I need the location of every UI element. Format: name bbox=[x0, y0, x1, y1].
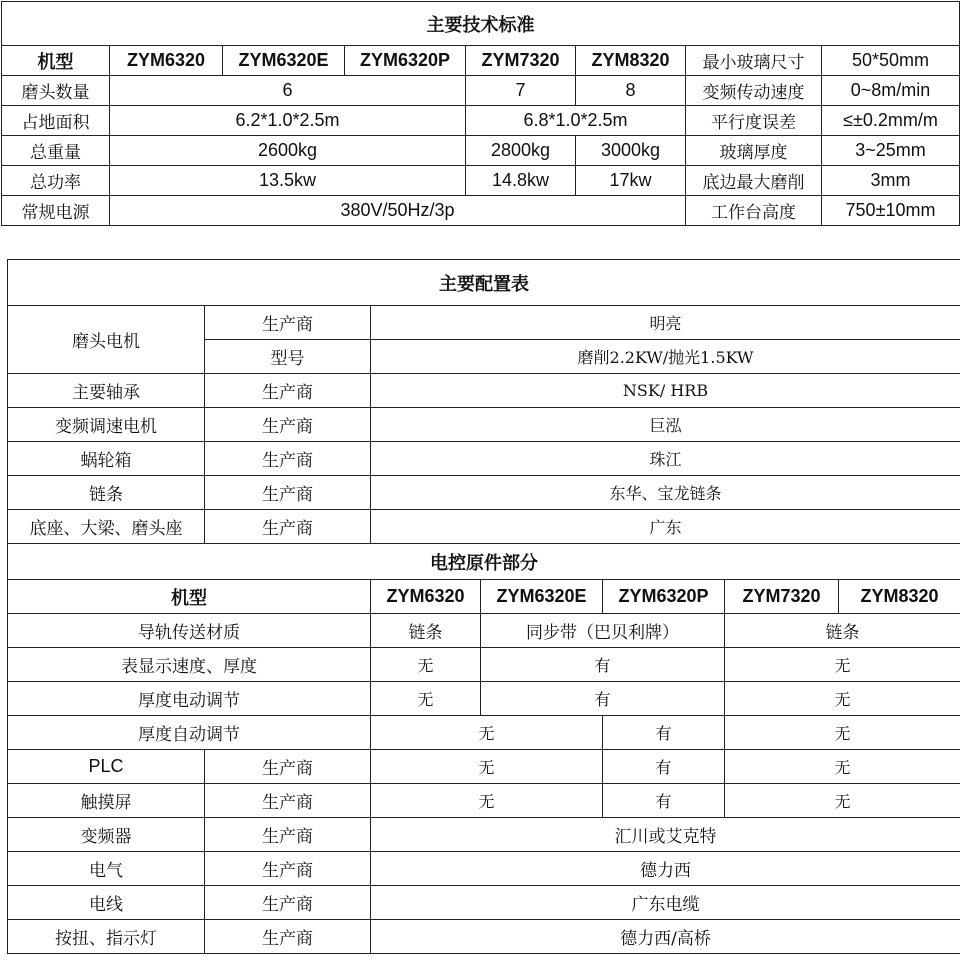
value-cell: 珠江 bbox=[371, 442, 960, 476]
value-cell: 广东 bbox=[371, 510, 960, 544]
row-label: 常规电源 bbox=[2, 196, 110, 226]
value-cell: 链条 bbox=[371, 614, 481, 648]
sub-label: 生产商 bbox=[205, 784, 371, 818]
row-label: 电线 bbox=[8, 886, 205, 920]
sub-label: 生产商 bbox=[205, 920, 371, 954]
value-cell: 无 bbox=[725, 750, 960, 784]
table-row bbox=[8, 682, 960, 716]
row-label: 占地面积 bbox=[2, 106, 110, 136]
table-row bbox=[8, 306, 960, 340]
table-row bbox=[8, 442, 960, 476]
value-cell: 磨削2.2KW/抛光1.5KW bbox=[371, 340, 960, 374]
value-cell: 2800kg bbox=[466, 136, 576, 166]
table-row bbox=[2, 106, 960, 136]
value-cell: 380V/50Hz/3p bbox=[110, 196, 686, 226]
table-row bbox=[2, 76, 960, 106]
sub-label: 生产商 bbox=[205, 442, 371, 476]
electric-title: 电控原件部分 bbox=[8, 544, 960, 580]
value-cell: 广东电缆 bbox=[371, 886, 960, 920]
sub-label: 生产商 bbox=[205, 852, 371, 886]
table-row bbox=[8, 818, 960, 852]
row-label: 总功率 bbox=[2, 166, 110, 196]
table-row bbox=[8, 852, 960, 886]
value-cell: 有 bbox=[603, 750, 725, 784]
table-row bbox=[8, 408, 960, 442]
table-row bbox=[8, 920, 960, 954]
row-label: 变频器 bbox=[8, 818, 205, 852]
value-cell: 14.8kw bbox=[466, 166, 576, 196]
table-row bbox=[8, 580, 960, 614]
value-cell: 3000kg bbox=[576, 136, 686, 166]
spec-label: 工作台高度 bbox=[686, 196, 822, 226]
sub-label: 生产商 bbox=[205, 374, 371, 408]
row-label: 变频调速电机 bbox=[8, 408, 205, 442]
value-cell: 无 bbox=[725, 784, 960, 818]
value-cell: 13.5kw bbox=[110, 166, 466, 196]
spec-value: 50*50mm bbox=[822, 46, 960, 76]
sub-label: 生产商 bbox=[205, 886, 371, 920]
table-row bbox=[8, 510, 960, 544]
table-row bbox=[2, 46, 960, 76]
value-cell: 有 bbox=[603, 784, 725, 818]
spec-value: ≤±0.2mm/m bbox=[822, 106, 960, 136]
value-cell: 无 bbox=[725, 648, 960, 682]
table-row bbox=[8, 648, 960, 682]
row-label: 表显示速度、厚度 bbox=[8, 648, 371, 682]
spec-value: 3~25mm bbox=[822, 136, 960, 166]
model-cell: ZYM8320 bbox=[839, 580, 960, 614]
row-label: 链条 bbox=[8, 476, 205, 510]
spec-value: 3mm bbox=[822, 166, 960, 196]
value-cell: 有 bbox=[603, 716, 725, 750]
table-row bbox=[8, 784, 960, 818]
value-cell: 8 bbox=[576, 76, 686, 106]
row-label: 蜗轮箱 bbox=[8, 442, 205, 476]
spec-value: 750±10mm bbox=[822, 196, 960, 226]
table-row bbox=[8, 614, 960, 648]
value-cell: 汇川或艾克特 bbox=[371, 818, 960, 852]
value-cell: 6.8*1.0*2.5m bbox=[466, 106, 686, 136]
value-cell: 无 bbox=[725, 716, 960, 750]
row-label: 触摸屏 bbox=[8, 784, 205, 818]
row-label: 磨头数量 bbox=[2, 76, 110, 106]
spec-value: 0~8m/min bbox=[822, 76, 960, 106]
table-row bbox=[8, 716, 960, 750]
table-row bbox=[8, 476, 960, 510]
sub-label: 生产商 bbox=[205, 476, 371, 510]
value-cell: 明亮 bbox=[371, 306, 960, 340]
value-cell: 无 bbox=[371, 784, 603, 818]
config-title: 主要配置表 bbox=[8, 260, 960, 306]
row-label: 按扭、指示灯 bbox=[8, 920, 205, 954]
model-cell: ZYM6320E bbox=[481, 580, 603, 614]
value-cell: 链条 bbox=[725, 614, 960, 648]
sub-label: 型号 bbox=[205, 340, 371, 374]
table-row bbox=[8, 750, 960, 784]
sub-label: 生产商 bbox=[205, 510, 371, 544]
spec-table bbox=[1, 1, 960, 226]
value-cell: 东华、宝龙链条 bbox=[371, 476, 960, 510]
sub-label: 生产商 bbox=[205, 750, 371, 784]
row-label: 机型 bbox=[2, 46, 110, 76]
table-row bbox=[2, 166, 960, 196]
row-label: 总重量 bbox=[2, 136, 110, 166]
value-cell: 无 bbox=[371, 750, 603, 784]
value-cell: 6.2*1.0*2.5m bbox=[110, 106, 466, 136]
spec-label: 平行度误差 bbox=[686, 106, 822, 136]
model-cell: ZYM6320E bbox=[223, 46, 345, 76]
model-cell: ZYM6320P bbox=[345, 46, 466, 76]
model-cell: ZYM7320 bbox=[725, 580, 839, 614]
value-cell: 无 bbox=[371, 716, 603, 750]
row-label: 底座、大梁、磨头座 bbox=[8, 510, 205, 544]
row-label: PLC bbox=[8, 750, 205, 784]
value-cell: NSK/ HRB bbox=[371, 374, 960, 408]
model-cell: ZYM8320 bbox=[576, 46, 686, 76]
value-cell: 17kw bbox=[576, 166, 686, 196]
spec-label: 变频传动速度 bbox=[686, 76, 822, 106]
sub-label: 生产商 bbox=[205, 408, 371, 442]
row-label: 机型 bbox=[8, 580, 371, 614]
row-label: 厚度电动调节 bbox=[8, 682, 371, 716]
value-cell: 德力西/高桥 bbox=[371, 920, 960, 954]
table-row bbox=[2, 136, 960, 166]
value-cell: 德力西 bbox=[371, 852, 960, 886]
value-cell: 6 bbox=[110, 76, 466, 106]
spec-title: 主要技术标准 bbox=[2, 2, 960, 46]
row-label: 主要轴承 bbox=[8, 374, 205, 408]
model-cell: ZYM7320 bbox=[466, 46, 576, 76]
row-label: 导轨传送材质 bbox=[8, 614, 371, 648]
row-label: 电气 bbox=[8, 852, 205, 886]
row-label: 厚度自动调节 bbox=[8, 716, 371, 750]
sub-label: 生产商 bbox=[205, 818, 371, 852]
table-row bbox=[8, 374, 960, 408]
value-cell: 有 bbox=[481, 648, 725, 682]
spec-label: 玻璃厚度 bbox=[686, 136, 822, 166]
value-cell: 2600kg bbox=[110, 136, 466, 166]
value-cell: 无 bbox=[371, 682, 481, 716]
table-row bbox=[2, 196, 960, 226]
sub-label: 生产商 bbox=[205, 306, 371, 340]
value-cell: 同步带（巴贝利牌） bbox=[481, 614, 725, 648]
value-cell: 巨泓 bbox=[371, 408, 960, 442]
spec-label: 底边最大磨削 bbox=[686, 166, 822, 196]
table-row bbox=[8, 886, 960, 920]
spec-label: 最小玻璃尺寸 bbox=[686, 46, 822, 76]
model-cell: ZYM6320 bbox=[371, 580, 481, 614]
model-cell: ZYM6320 bbox=[110, 46, 223, 76]
config-table bbox=[7, 259, 960, 954]
value-cell: 7 bbox=[466, 76, 576, 106]
value-cell: 无 bbox=[371, 648, 481, 682]
value-cell: 有 bbox=[481, 682, 725, 716]
value-cell: 无 bbox=[725, 682, 960, 716]
model-cell: ZYM6320P bbox=[603, 580, 725, 614]
row-label: 磨头电机 bbox=[8, 306, 205, 374]
